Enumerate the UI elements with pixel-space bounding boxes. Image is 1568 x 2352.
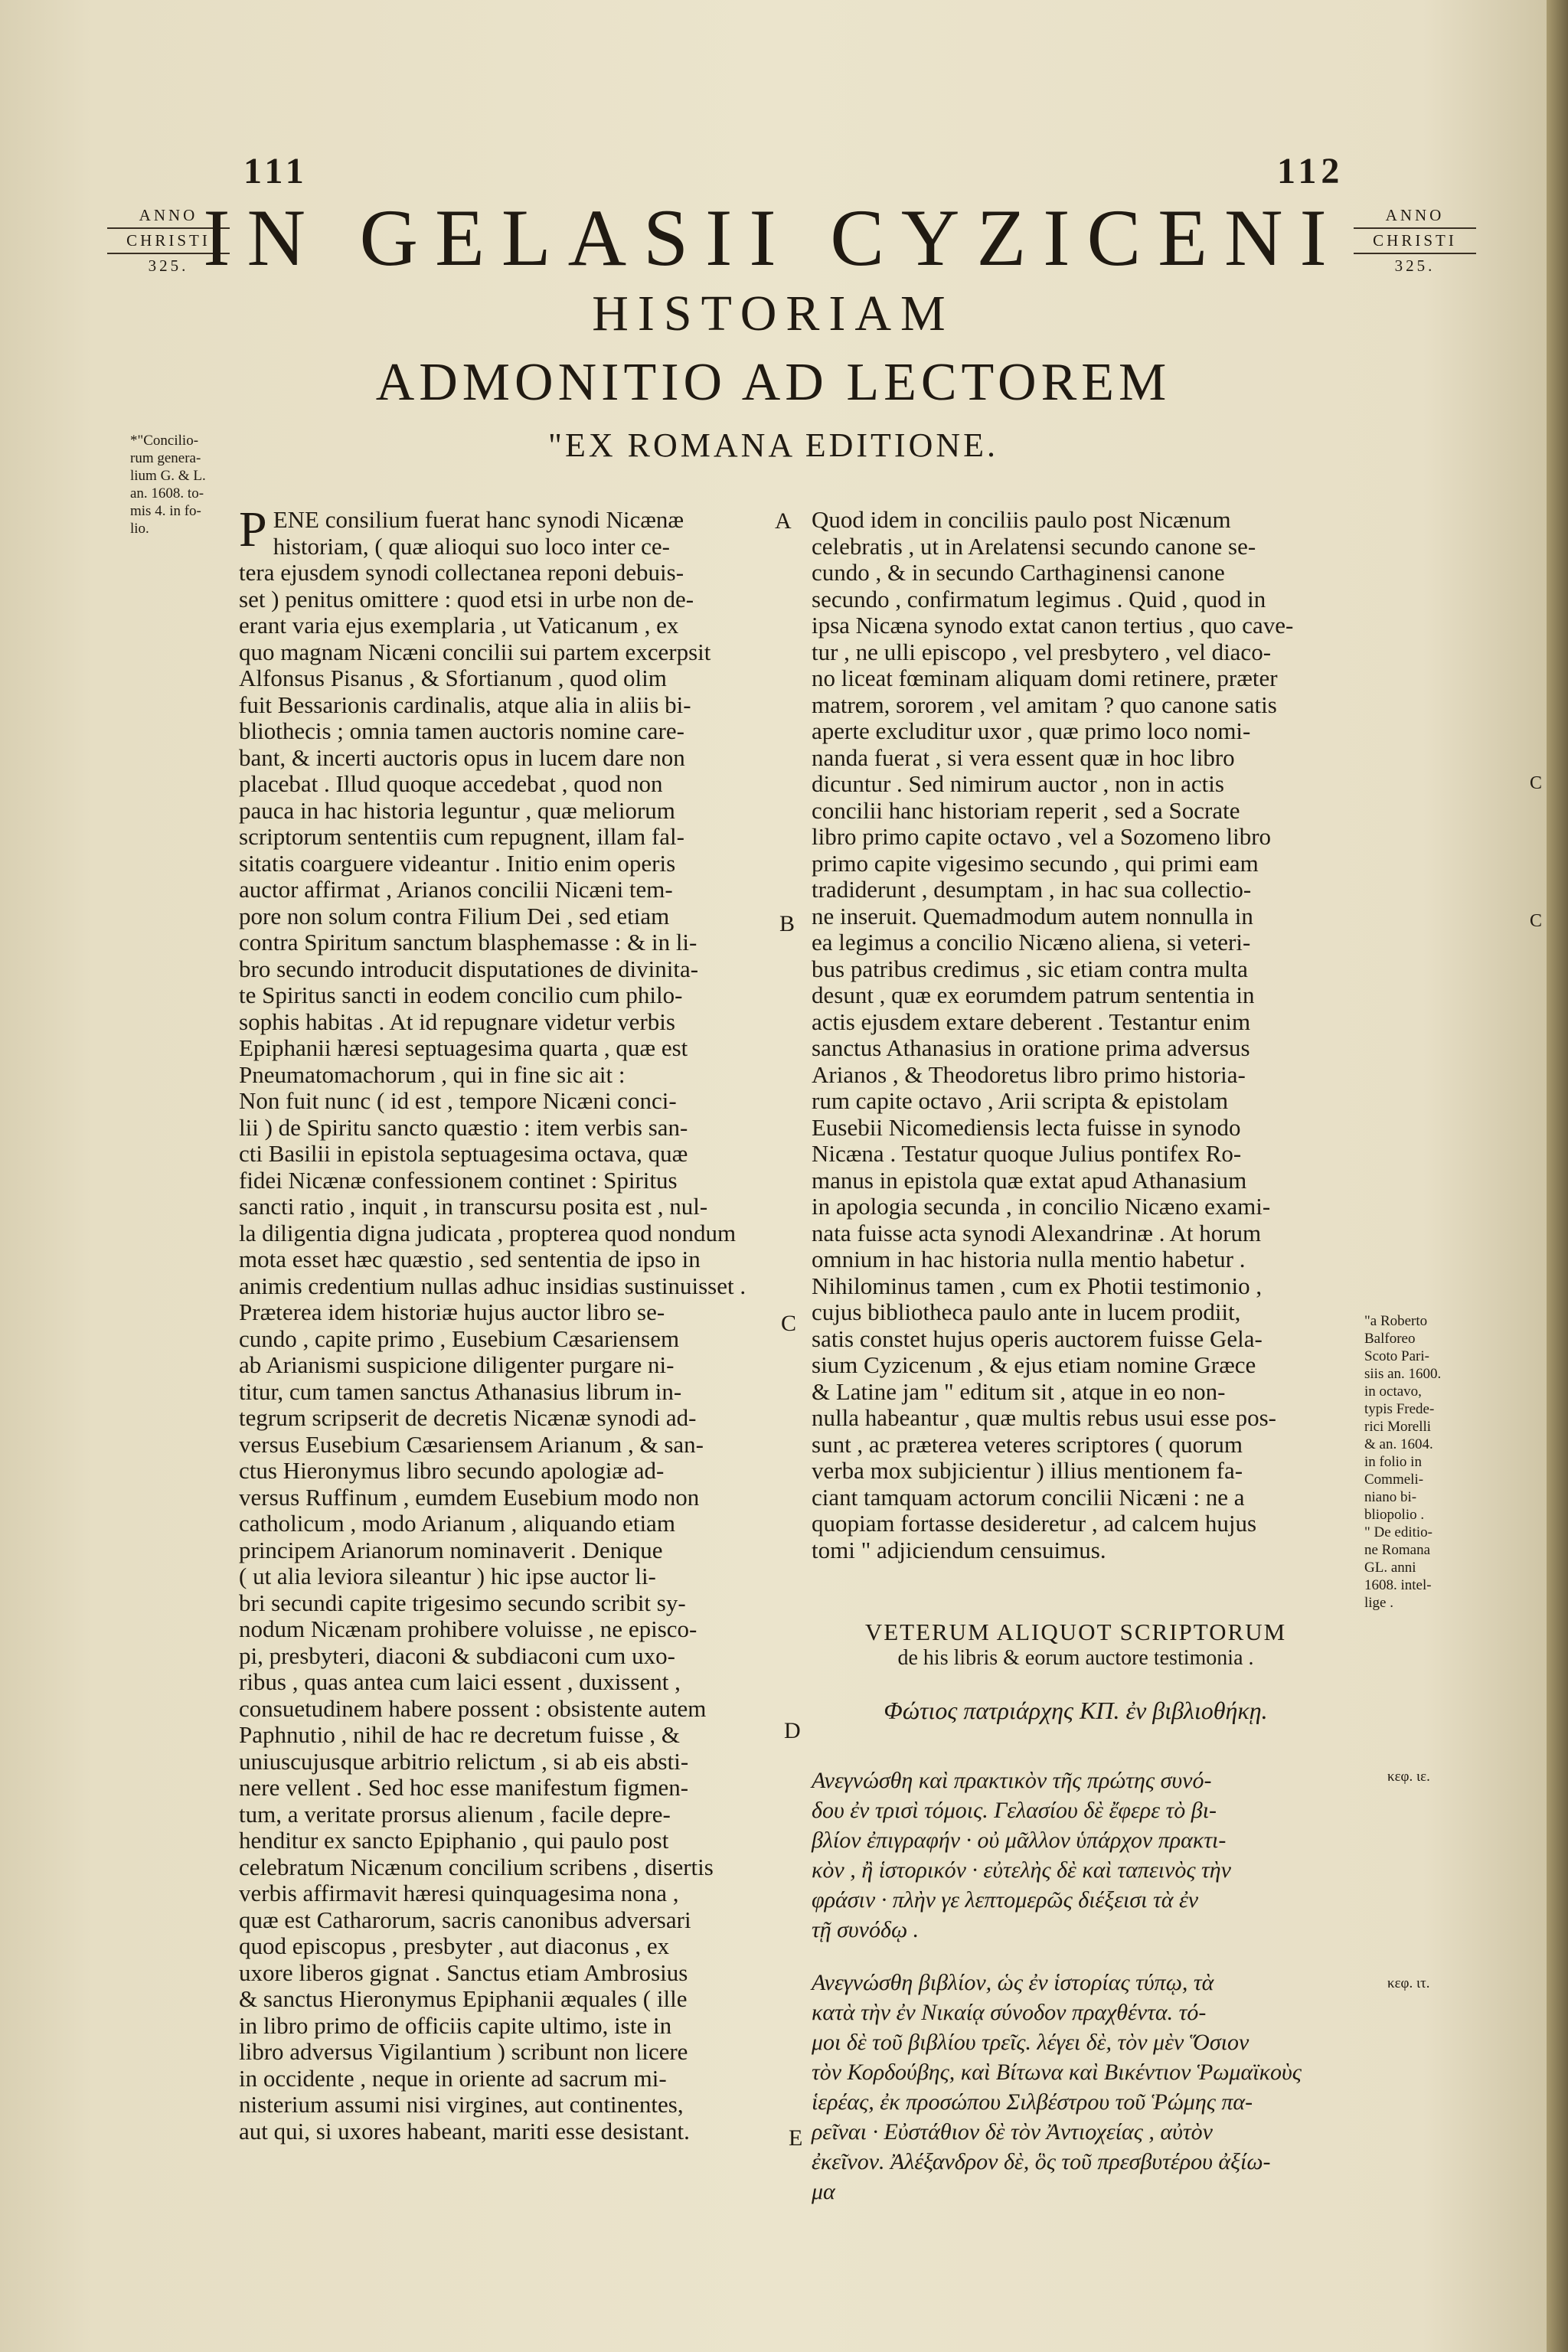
left-column-line: ribus , quas antea cum laici essent , duxissent ,: [239, 1668, 681, 1695]
margin-marker-d: D: [784, 1718, 801, 1743]
right-column-line: Nihilominus tamen , cum ex Photii testimonio ,: [812, 1272, 1263, 1299]
right-column-line: Nicæna . Testatur quoque Julius pontifex Ro-: [812, 1140, 1242, 1167]
left-column-line: Non fuit nunc ( id est , tempore Nicæni conci-: [239, 1087, 677, 1114]
note-line: in octavo,: [1364, 1383, 1422, 1400]
right-column-line: sanctus Athanasius in oratione prima adversus: [812, 1034, 1250, 1061]
left-column-line: nere vellent . Sed hoc esse manifestum figmen-: [239, 1774, 689, 1801]
note-line: *"Concilio-: [130, 433, 199, 449]
right-column-line: sium Cyzicenum , & ejus etiam nomine Græce: [812, 1351, 1256, 1378]
left-column-line: sancti ratio , inquit , in transcursu posita est , nul-: [239, 1193, 708, 1220]
testimonia-heading: [812, 1619, 1340, 1671]
greek-paragraph-1: [812, 1766, 1361, 1945]
title-line-1: IN GELASII CYZICENI: [203, 193, 1344, 283]
right-column-line: manus in epistola quæ extat apud Athanasium: [812, 1166, 1247, 1194]
greek-line: μα: [812, 2179, 835, 2204]
right-column-line: primo capite vigesimo secundo , qui primi eam: [812, 849, 1259, 877]
left-column-line: consuetudinem habere possent : obsistente autem: [239, 1694, 707, 1722]
right-column-line: tradiderunt , desumptam , in hac sua collectio-: [812, 876, 1252, 903]
right-column-line: actis ejusdem extare deberent . Testantur enim: [812, 1008, 1251, 1035]
left-column-line: celebratum Nicænum concilium scribens , disertis: [239, 1853, 714, 1880]
year-label: 325.: [148, 256, 189, 275]
left-column-line: bri secundi capite trigesimo secundo scribit sy-: [239, 1589, 686, 1616]
left-column-line: sitatis coarguere videantur . Initio enim operis: [239, 849, 676, 877]
left-column-line: tum, a veritate prorsus alienum , facile depre-: [239, 1800, 671, 1828]
left-column-line: auctor affirmat , Arianos concilii Nicæni tem-: [239, 876, 673, 903]
right-column-line: & Latine jam " editum sit , atque in eo non-: [812, 1377, 1226, 1405]
left-column-line: ab Arianismi suspicione diligenter purgare ni-: [239, 1351, 675, 1378]
note-line: Balforeo: [1364, 1331, 1416, 1347]
christi-label: CHRISTI: [1373, 231, 1457, 250]
left-column-line: historiam, ( quæ alioqui suo loco inter ce-: [273, 532, 670, 560]
left-column-line: pore non solum contra Filium Dei , sed etiam: [239, 902, 670, 929]
note-line: 1608. intel-: [1364, 1577, 1432, 1593]
left-column-line: fidei Nicænæ confessionem continet : Spiritus: [239, 1166, 678, 1194]
left-column-line: versus Eusebium Cæsariensem Arianum , & san-: [239, 1430, 704, 1458]
left-column-line: bliothecis ; omnia tamen auctoris nomine care-: [239, 717, 684, 744]
right-column-line: Eusebii Nicomediensis lecta fuisse in synodo: [812, 1113, 1241, 1141]
left-column-line: versus Ruffinum , eumdem Eusebium modo non: [239, 1483, 700, 1511]
left-column-line: bro secundo introducit disputationes de divinita-: [239, 955, 699, 982]
right-column-line: verba mox subjicientur ) illius mentionem fa-: [812, 1457, 1243, 1484]
note-line: mis 4. in fo-: [130, 503, 201, 519]
left-column-line: erant varia ejus exemplaria , ut Vaticanum , ex: [239, 612, 679, 639]
left-column-line: ENE consilium fuerat hanc synodi Nicænæ: [273, 506, 684, 533]
left-column-line: & sanctus Hieronymus Epiphanii æquales ( ille: [239, 1985, 688, 2012]
greek-line: ἐκεῖνον. Ἀλέξανδρον δὲ, ὃς τοῦ πρεσβυτέρου ἀξίω-: [812, 2149, 1271, 2174]
right-column-line: secundo , confirmatum legimus . Quid , quod in: [812, 585, 1266, 612]
right-column-line: sunt , ac præterea veteres scriptores ( quorum: [812, 1430, 1243, 1458]
left-column-line: fuit Bessarionis cardinalis, atque alia in aliis bi-: [239, 691, 691, 718]
note-line: & an. 1604.: [1364, 1436, 1433, 1452]
right-column-line: tur , ne ulli episcopo , vel presbytero , vel diaco-: [812, 638, 1272, 665]
right-column-line: cundo , & in secundo Carthaginensi canone: [812, 559, 1225, 586]
left-column-line: scriptorum sententiis cum repugnent, illam fal-: [239, 823, 684, 850]
title-line-4: "EX ROMANA EDITIONE.: [547, 426, 999, 464]
right-column-line: celebratis , ut in Arelatensi secundo canone se-: [812, 532, 1256, 560]
left-column-line: catholicum , modo Arianum , aliquando etiam: [239, 1510, 675, 1537]
left-column-line: set ) penitus omittere : quod etsi in urbe non de-: [239, 585, 694, 612]
right-column-line: ciant tamquam actorum concilii Nicæni : ne a: [812, 1483, 1245, 1511]
left-column-line: bant, & incerti auctoris opus in lucem dare non: [239, 743, 685, 771]
note-line: lige .: [1364, 1595, 1393, 1611]
note-line: rum genera-: [130, 450, 201, 466]
right-margin-note: [1364, 1312, 1459, 1612]
left-margin-note: [130, 432, 230, 537]
anno-label: ANNO: [1385, 206, 1445, 224]
drop-cap: P: [239, 501, 267, 557]
photius-heading: Φώτιος πατριάρχης ΚΠ. ἐν βιβλιοθήκῃ.: [884, 1697, 1268, 1724]
greek-chapter-mark-1: κεφ. ιε.: [1387, 1769, 1430, 1785]
left-column-line: placebat . Illud quoque accedebat , quod non: [239, 770, 663, 797]
greek-line: Ανεγνώσθη καὶ πρακτικὸν τῆς πρώτης συνό-: [812, 1768, 1212, 1793]
note-line: Scoto Pari-: [1364, 1348, 1429, 1364]
title-line-2: HISTORIAM: [592, 286, 955, 341]
anno-label: ANNO: [139, 206, 198, 224]
christi-label: CHRISTI: [126, 231, 211, 250]
left-column-line: Alfonsus Pisanus , & Sfortianum , quod olim: [239, 665, 667, 691]
note-line: Commeli-: [1364, 1472, 1424, 1488]
left-column-line: quo magnam Nicæni concilii sui partem excerpsit: [239, 638, 711, 665]
book-spine: [1547, 0, 1568, 2352]
left-column-line: nodum Nicænam prohibere voluisse , ne episco-: [239, 1615, 697, 1642]
left-column-line: te Spiritus sancti in eodem concilio cum philo-: [239, 982, 683, 1008]
greek-paragraph-2: [812, 1968, 1361, 2207]
left-column-line: lii ) de Spiritu sancto quæstio : item verbis san-: [239, 1113, 688, 1141]
margin-marker-c: C: [781, 1311, 797, 1336]
note-line: in folio in: [1364, 1454, 1422, 1470]
left-column-line: tera ejusdem synodi collectanea reponi debuis-: [239, 559, 684, 586]
right-text-column: [812, 507, 1355, 1563]
left-column-line: aut qui, si uxores habeant, mariti esse desistant.: [239, 2117, 690, 2145]
note-line: GL. anni: [1364, 1560, 1416, 1576]
note-line: ne Romana: [1364, 1542, 1431, 1558]
left-column-line: uxore liberos gignat . Sanctus etiam Ambrosius: [239, 1958, 688, 1986]
right-column-line: ipsa Nicæna synodo extat canon tertius , quo cave-: [812, 612, 1294, 639]
left-column-line: Pneumatomachorum , qui in fine sic ait :: [239, 1060, 626, 1088]
right-column-line: rum capite octavo , Arii scripta & epistolam: [812, 1087, 1229, 1114]
left-column-line: quod episcopus , presbyter , aut diaconus , ex: [239, 1932, 670, 1959]
right-column-line: Arianos , & Theodoretus libro primo historia-: [812, 1060, 1246, 1088]
note-line: siis an. 1600.: [1364, 1366, 1442, 1382]
greek-line: Ανεγνώσθη βιβλίον, ὡς ἐν ἱστορίας τύπῳ, τὰ: [812, 1970, 1214, 1995]
right-column-line: tomi " adjiciendum censuimus.: [812, 1536, 1106, 1563]
greek-line: κατὰ τὴν ἐν Νικαίᾳ σύνοδον πραχθέντα. τό-: [812, 2000, 1207, 2025]
left-column-line: cundo , capite primo , Eusebium Cæsariensem: [239, 1325, 680, 1352]
greek-line: ἱερέας, ἐκ προσώπου Σιλβέστρου τοῦ Ῥώμης πα-: [812, 2089, 1253, 2115]
left-column-line: Præterea idem historiæ hujus auctor libro se-: [239, 1298, 665, 1325]
right-column-line: nulla habeantur , quæ multis rebus usui esse pos-: [812, 1404, 1276, 1431]
left-column-line: animis credentium nullas adhuc insidias sustinuisset .: [239, 1272, 746, 1299]
right-column-line: ea legimus a concilio Nicæno aliena, si veteri-: [812, 929, 1251, 956]
left-column-line: principem Arianorum nominaverit . Denique: [239, 1536, 663, 1563]
note-line: bliopolio .: [1364, 1507, 1425, 1523]
greek-line: βλίον ἐπιγραφήν · οὐ μᾶλλον ὑπάρχον πρακτι-: [812, 1828, 1227, 1853]
greek-line: ρεῖναι · Εὐστάθιον δὲ τὸν Ἀντιοχείας , αὐτὸν: [812, 2119, 1213, 2145]
left-column-line: pauca in hac historia leguntur , quæ meliorum: [239, 796, 675, 824]
page-number-left: 111: [243, 151, 309, 191]
left-column-line: henditur ex sancto Epiphanio , qui paulo post: [239, 1827, 669, 1854]
note-line: " De editio-: [1364, 1524, 1433, 1540]
left-column-line: uniuscujusque arbitrio relictum , si ab eis absti-: [239, 1747, 689, 1775]
right-column-line: satis constet hujus operis auctorem fuisse Gela-: [812, 1325, 1263, 1352]
greek-line: τὸν Κορδούβης, καὶ Βίτωνα καὶ Βικέντιον Ῥωμαϊκοὺς: [812, 2060, 1302, 2085]
right-column-line: nanda fuerat , si vera essent quæ in hoc libro: [812, 743, 1235, 771]
left-column-line: Epiphanii hæresi septuagesima quarta , quæ est: [239, 1034, 688, 1061]
edge-letter-lower: C: [1529, 911, 1542, 931]
page-number-right: 112: [1277, 151, 1344, 191]
greek-line: φράσιν · πλὴν γε λεπτομερῶς διέξεισι τὰ ἐν: [812, 1887, 1199, 1913]
note-line: rici Morelli: [1364, 1419, 1432, 1435]
greek-chapter-mark-2: κεφ. ιτ.: [1387, 1975, 1430, 1991]
margin-marker-a: A: [775, 508, 792, 534]
note-line: lio.: [130, 521, 149, 537]
testimonia-heading-line-2: de his libris & eorum auctore testimonia .: [897, 1646, 1254, 1670]
left-column-line: sophis habitas . At id repugnare videtur verbis: [239, 1008, 675, 1035]
right-column-line: aperte excluditur uxor , quæ primo loco nomi-: [812, 717, 1251, 744]
right-column-line: cujus bibliotheca paulo ante in lucem prodiit,: [812, 1298, 1241, 1325]
testimonia-heading-line-1: VETERUM ALIQUOT SCRIPTORUM: [864, 1619, 1287, 1645]
left-column-line: libro adversus Vigilantium ) scribunt non licere: [239, 2038, 688, 2065]
left-column-line: tegrum scripserit de decretis Nicænæ synodi ad-: [239, 1404, 697, 1431]
right-column-line: desunt , quæ ex eorumdem patrum sententia in: [812, 982, 1255, 1008]
left-column-line: verbis affirmavit hæresi quinquagesima nona ,: [239, 1880, 679, 1906]
margin-marker-b: B: [779, 911, 795, 936]
right-column-line: no liceat fœminam aliquam domi retinere, præter: [812, 665, 1278, 691]
right-column-line: omnium in hac historia nulla mentio habetur .: [812, 1246, 1246, 1272]
left-column-line: la diligentia digna judicata , propterea quod nondum: [239, 1219, 737, 1246]
note-line: typis Frede-: [1364, 1401, 1435, 1417]
left-column-line: nisterium assumi nisi virgines, aut continentes,: [239, 2091, 684, 2118]
left-column-line: in occidente , neque in oriente ad sacrum mi-: [239, 2064, 667, 2092]
year-label: 325.: [1394, 256, 1436, 275]
right-column-line: Quod idem in conciliis paulo post Nicænum: [812, 506, 1231, 533]
edge-letter-upper: C: [1529, 773, 1542, 793]
note-line: "a Roberto: [1364, 1313, 1428, 1329]
left-column-line: titur, cum tamen sanctus Athanasius librum in-: [239, 1377, 682, 1405]
note-line: niano bi-: [1364, 1489, 1417, 1505]
margin-marker-e: E: [789, 2125, 803, 2151]
right-column-line: quopiam fortasse desideretur , ad calcem hujus: [812, 1510, 1257, 1537]
right-column-line: matrem, sororem , vel amitam ? quo canone satis: [812, 691, 1277, 718]
note-line: an. 1608. to-: [130, 485, 204, 501]
right-column-line: dicuntur . Sed nimirum auctor , non in actis: [812, 770, 1224, 797]
greek-line: μοι δὲ τοῦ βιβλίου τρεῖς. λέγει δὲ, τὸν μὲν Ὅσιον: [812, 2030, 1250, 2055]
left-text-column: [239, 501, 772, 2145]
left-column-line: mota esset hæc quæstio , sed sententia de ipso in: [239, 1246, 701, 1272]
note-line: lium G. & L.: [130, 468, 206, 484]
left-column-line: Paphnutio , nihil de hac re decretum fuisse , &: [239, 1721, 680, 1748]
left-column-line: quæ est Catharorum, sacris canonibus adversari: [239, 1906, 691, 1933]
right-column-line: in apologia secunda , in concilio Nicæno exami-: [812, 1193, 1271, 1220]
right-column-line: concilii hanc historiam reperit , sed a Socrate: [812, 796, 1240, 824]
right-column-line: ne inseruit. Quemadmodum autem nonnulla in: [812, 902, 1253, 929]
left-column-line: in libro primo de officiis capite ultimo, iste in: [239, 2011, 672, 2039]
greek-line: δου ἐν τρισὶ τόμοις. Γελασίου δὲ ἔφερε τὸ βι-: [812, 1798, 1217, 1823]
greek-line: κὸν , ἢ ἱστορικόν · εὐτελὴς δὲ καὶ ταπεινὸς τὴν: [812, 1857, 1231, 1883]
left-column-line: ctus Hieronymus libro secundo apologiæ ad-: [239, 1457, 665, 1484]
left-column-line: contra Spiritum sanctum blasphemasse : & in li-: [239, 929, 697, 956]
right-column-line: libro primo capite octavo , vel a Sozomeno libro: [812, 823, 1272, 850]
title-line-3: ADMONITIO AD LECTOREM: [375, 353, 1171, 412]
greek-line: τῇ συνόδῳ .: [812, 1917, 920, 1942]
right-column-line: bus patribus credimus , sic etiam contra multa: [812, 955, 1248, 982]
right-column-line: nata fuisse acta synodi Alexandrinæ . At horum: [812, 1219, 1262, 1246]
left-column-line: cti Basilii in epistola septuagesima octava, quæ: [239, 1140, 688, 1167]
left-column-line: ( ut alia leviora sileantur ) hic ipse auctor li-: [239, 1563, 656, 1589]
left-column-line: pi, presbyteri, diaconi & subdiaconi cum uxo-: [239, 1642, 675, 1669]
